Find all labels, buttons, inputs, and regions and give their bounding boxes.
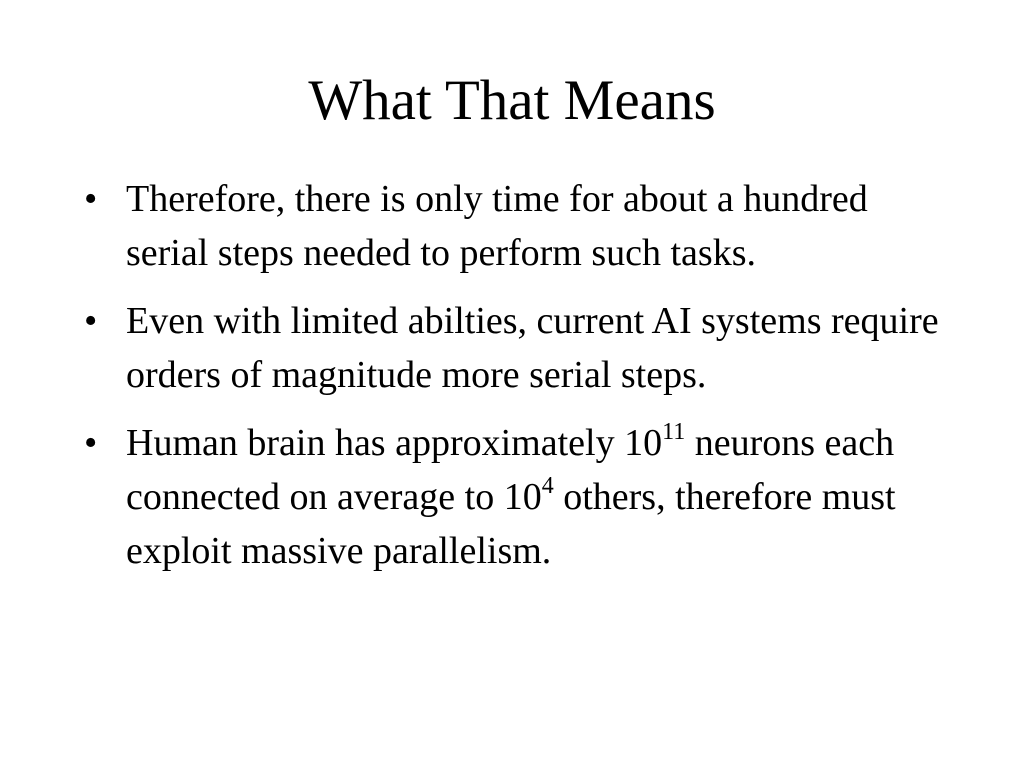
exponent-neurons: 11 xyxy=(662,419,686,446)
bullet-item-3 xyxy=(84,416,944,578)
bullet-icon: • xyxy=(84,422,98,464)
bullet-text-3-part-1: Human brain has approximately 10 xyxy=(126,422,663,464)
bullet-icon: • xyxy=(84,300,98,342)
bullet-text-3-part-3: others, therefore must exploit massive parallelism. xyxy=(126,476,896,572)
bullet-list xyxy=(84,172,944,592)
bullet-text-2: Even with limited abilties, current AI systems require orders of magnitude more serial steps. xyxy=(126,300,939,396)
bullet-text-1: Therefore, there is only time for about a hundred serial steps needed to perform such tasks. xyxy=(126,178,868,274)
bullet-item-2 xyxy=(84,294,944,402)
bullet-text-3 xyxy=(126,419,896,572)
exponent-connections: 4 xyxy=(541,473,554,500)
bullet-item-1 xyxy=(84,172,944,280)
bullet-text-3-part-2: neurons each connected on average to 10 xyxy=(126,422,895,518)
slide-title: What That Means xyxy=(308,69,716,132)
bullet-icon: • xyxy=(84,178,98,220)
